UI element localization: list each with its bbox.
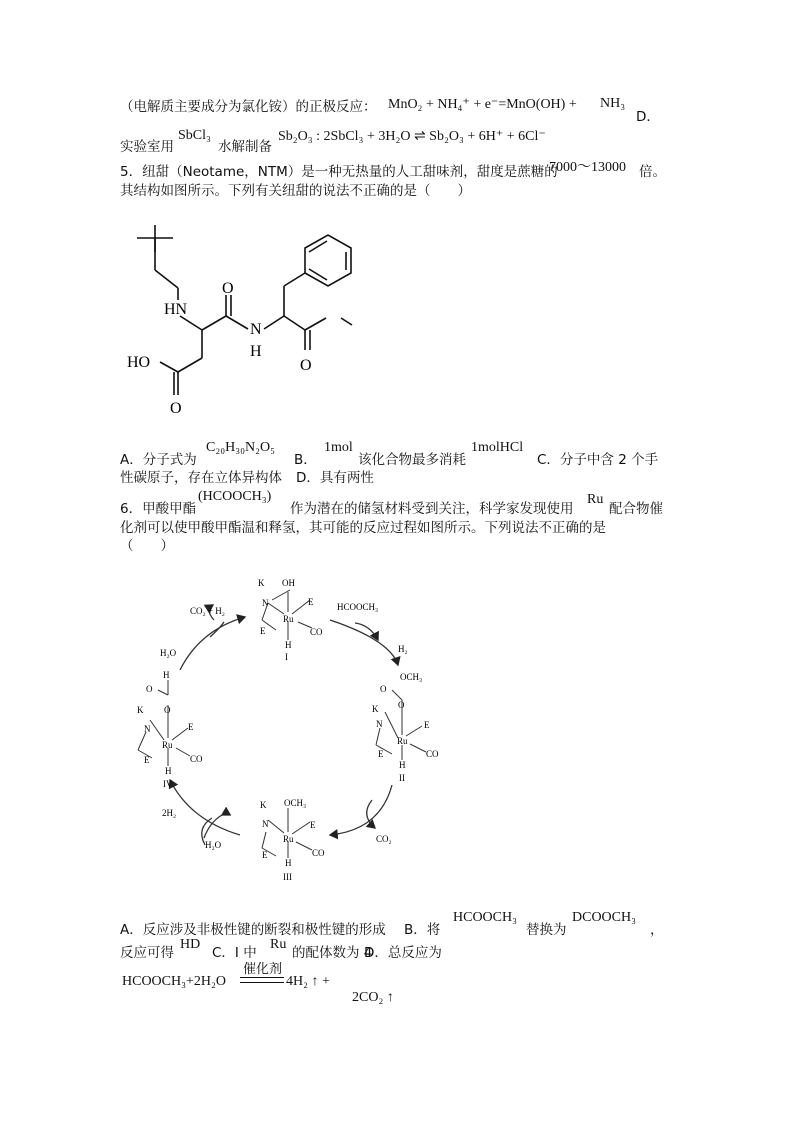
neotame-structure [118, 215, 380, 420]
q6-option-c-prefix: C．I 中 [212, 945, 257, 961]
q5-sweetness-ratio: 7000～13000 [549, 160, 626, 175]
q6-stem-formula: (HCOOCH₃) [198, 489, 272, 504]
complex-iv-label: IV [163, 779, 173, 789]
complex-iv-o-top: O [146, 684, 153, 694]
q4-reagent: SbCl₃ [178, 128, 211, 143]
complex-iv-ru: Ru [162, 740, 173, 750]
q5-option-a: A．分子式为 [120, 452, 197, 468]
q5-option-b-reagent: 1molHCl [471, 440, 524, 455]
cycle-h2o-left: H₂O [160, 648, 177, 658]
q6-stem-mid: 作为潜在的储氢材料受到关注，科学家发现使用 [290, 501, 574, 517]
q6-option-c-suffix: 的配体数为 4 [292, 945, 373, 961]
complex-iii-k: K [260, 800, 267, 810]
complex-i-ru: Ru [283, 614, 294, 624]
complex-iii-n: N [262, 819, 269, 829]
complex-i-e-top: E [308, 597, 314, 607]
q4-line2-mid: 水解制备 [218, 139, 272, 155]
total-reaction-right: 4H₂ ↑ + [286, 974, 330, 989]
q6-option-c-metal: Ru [270, 937, 287, 952]
complex-iv-k: K [137, 705, 144, 715]
q6-stem-suffix: 配合物催 [609, 501, 663, 517]
complex-ii-och3: OCH₃ [400, 672, 423, 682]
complex-iv-h: H [165, 766, 172, 776]
q4-line1-prefix: （电解质主要成分为氯化铵）的正极反应： [120, 99, 377, 115]
q5-option-b-amount: 1mol [324, 440, 353, 455]
total-reaction-catalyst: 催化剂 [243, 961, 283, 976]
cycle-2h2: 2H₂ [162, 808, 177, 818]
q6-option-b-mid: 替换为 [526, 922, 567, 938]
q4-nh3: NH₃ [600, 96, 626, 111]
complex-i-co: CO [310, 627, 323, 637]
complex-ii-o-top: O [380, 684, 387, 694]
q5-option-a-formula: C₂₀H₃₀N₂O₅ [206, 440, 275, 455]
complex-ii-label: II [399, 773, 405, 783]
q5-stem-line2: 其结构如图所示。下列有关纽甜的说法不正确的是（ ） [120, 183, 471, 199]
q6-stem-prefix: 6．甲酸甲酯 [120, 501, 197, 517]
q5-option-c-cont: 性碳原子，存在立体异构体 [120, 470, 282, 486]
q4-option-d-label: D． [636, 109, 660, 125]
q6-option-b-comma: ， [650, 922, 664, 938]
complex-iii-h: H [285, 858, 292, 868]
complex-iii-e-top: E [310, 820, 316, 830]
q5-stem-line1-end: 倍。 [639, 164, 666, 180]
complex-iii-label: III [283, 872, 292, 882]
q6-stem-line3: （ ） [120, 538, 174, 554]
cycle-co2: CO₂ [376, 834, 392, 844]
amine-hn-label: HN [164, 301, 188, 318]
ester-o-label: O [300, 357, 312, 374]
complex-iii-och3: OCH₃ [284, 798, 307, 808]
complex-iv-co: CO [190, 754, 203, 764]
q5-option-b: B． [294, 452, 317, 468]
q6-option-b-prefix: B．将 [404, 922, 441, 938]
acid-ho-label: HO [127, 354, 151, 371]
q5-option-c: C．分子中含 2 个手 [537, 452, 659, 468]
q6-option-b-to: DCOOCH₃ [572, 910, 636, 925]
cycle-co2-h2: CO₂ + H₂ [190, 606, 225, 616]
q5-option-b-mid: 该化合物最多消耗 [358, 452, 466, 468]
cycle-hcooch3: HCOOCH₃ [337, 602, 379, 612]
q5-stem-line1: 5．纽甜（Neotame，NTM）是一种无热量的人工甜味剂，甜度是蔗糖的 [120, 164, 558, 180]
acid-o-label: O [170, 400, 182, 417]
complex-iii-ru: Ru [283, 834, 294, 844]
cycle-h2o-bottom: H₂O [205, 840, 222, 850]
amide-h-label: H [250, 343, 262, 360]
complex-iv-h-top: H [163, 670, 170, 680]
q6-option-b-from: HCOOCH₃ [453, 910, 517, 925]
complex-i-h: H [285, 640, 292, 650]
complex-ii-n: N [376, 719, 383, 729]
catalytic-cycle-diagram [128, 570, 446, 890]
q6-option-a: A．反应涉及非极性键的断裂和极性键的形成 [120, 922, 386, 938]
complex-ii-co: CO [426, 749, 439, 759]
q4-hydrolysis-equation: Sb₂O₃ : 2SbCl₃ + 3H₂O ⇌ Sb₂O₃ + 6H⁺ + 6Cl⁻ [278, 129, 546, 144]
complex-ii-e-bottom: E [378, 749, 384, 759]
complex-ii-e-top: E [424, 720, 430, 730]
complex-i-oh: OH [282, 578, 295, 588]
complex-ii-ru: Ru [397, 736, 408, 746]
q6-option-b-line2: 反应可得 [120, 945, 174, 961]
complex-ii-h: H [399, 760, 406, 770]
q6-option-b-product: HD [180, 937, 201, 952]
complex-iv-e-bottom: E [144, 755, 150, 765]
amide-n-label: N [250, 321, 262, 338]
total-reaction-left: HCOOCH₃+2H₂O [122, 974, 226, 989]
total-reaction-right-2: 2CO₂ ↑ [352, 990, 394, 1005]
q5-option-d: D．具有两性 [296, 470, 374, 486]
q4-line2-prefix: 实验室用 [120, 139, 174, 155]
complex-iii-co: CO [312, 848, 325, 858]
complex-ii-k: K [372, 704, 379, 714]
total-reaction-equals [240, 977, 284, 983]
complex-iv-o: O [164, 705, 171, 715]
amide-o-label: O [222, 280, 234, 297]
complex-i-n: N [262, 598, 269, 608]
complex-i-e-bottom: E [260, 626, 266, 636]
complex-ii-o: O [398, 700, 405, 710]
complex-i-label: I [285, 652, 288, 662]
q6-stem-metal: Ru [587, 492, 604, 507]
complex-iii-e-bottom: E [262, 850, 268, 860]
q4-cathode-formula: MnO₂ + NH₄⁺ + e⁻=MnO(OH) + [388, 97, 577, 112]
complex-i-k: K [258, 578, 265, 588]
complex-iv-n: N [144, 724, 151, 734]
q6-option-d-prefix: D．总反应为 [364, 945, 442, 961]
cycle-h2: H₂ [398, 644, 408, 654]
q6-stem-line2: 化剂可以使甲酸甲酯温和释氢，其可能的反应过程如图所示。下列说法不正确的是 [120, 520, 606, 536]
complex-iv-e-top: E [188, 722, 194, 732]
